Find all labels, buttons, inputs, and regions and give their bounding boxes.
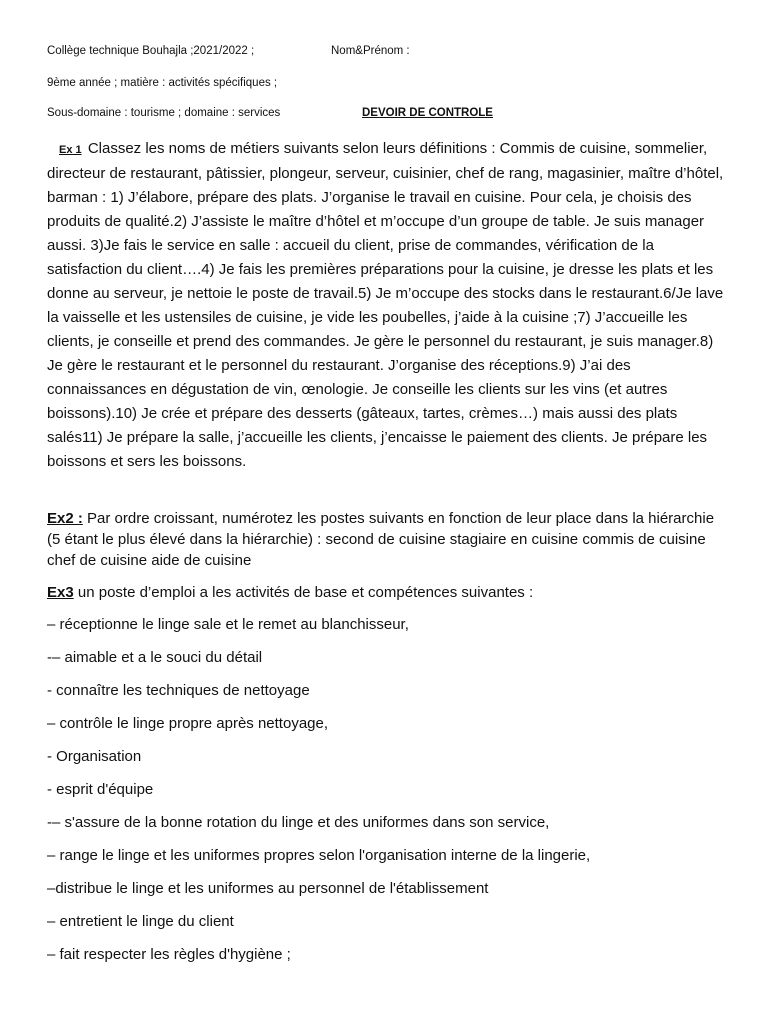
grade-line: 9ème année ; matière : activités spécifiques ; — [47, 77, 278, 89]
list-item: – fait respecter les règles d'hygiène ; — [47, 946, 291, 963]
list-item: -– s'assure de la bonne rotation du linge et des uniformes dans son service, — [47, 814, 550, 831]
exercise-1 — [47, 137, 727, 474]
exercise-3-label: Ex3 — [47, 584, 74, 601]
exercise-2 — [47, 508, 727, 571]
list-item: – réceptionne le linge sale et le remet au blanchisseur, — [47, 616, 409, 633]
list-item: - connaître les techniques de nettoyage — [47, 682, 310, 699]
exercise-2-text: Par ordre croissant, numérotez les postes suivants en fonction de leur place dans la hiérarchie (5 étant le plus élevé dans la hiérarchie) : second de cuisine stagiaire en cuisine commis de cuisine chef de cuisine aide de cuisine — [47, 510, 715, 569]
list-item: – entretient le linge du client — [47, 913, 234, 930]
page-title: DEVOIR DE CONTROLE — [362, 107, 493, 119]
exercise-1-label: Ex 1 — [59, 144, 82, 156]
list-item: – range le linge et les uniformes propres selon l'organisation interne de la lingerie, — [47, 847, 591, 864]
list-item: -– aimable et a le souci du détail — [47, 649, 263, 666]
name-label: Nom&Prénom : — [331, 45, 410, 57]
activity-list — [47, 614, 747, 977]
subdomain-line: Sous-domaine : tourisme ; domaine : services — [47, 107, 281, 119]
school-line: Collège technique Bouhajla ;2021/2022 ; — [47, 45, 255, 57]
list-item: –distribue le linge et les uniformes au personnel de l'établissement — [47, 880, 489, 897]
exercise-1-text: Classez les noms de métiers suivants selon leurs définitions : Commis de cuisine, sommelier, directeur de restaurant, pâtissier, plongeur, serveur, cuisinier, chef de rang, magasinier, maître d’hôtel, barman : 1) J’élabore, prépare des plats. J’organise le travail en cuisine. Pour cela, je choisis des produits de qualité.2) J’assiste le maître d’hôtel et m’occupe d’un groupe de table. Je suis manager aussi. 3)Je fais le service en salle : accueil du client, prise de commandes, vérification de la satisfaction du client….4) Je fais les premières préparations pour la cuisine, je dresse les plats et les donne au serveur, je nettoie le poste de travail.5) Je m’occupe des stocks dans le restaurant.6/Je lave la vaisselle et les ustensiles de cuisine, je vide les poubelles, j’aide à la cuisine ;7) J’accueille les clients, je conseille et prend des commandes. Je gère le personnel du restaurant, je suis manager.8) Je gère le restaurant et le personnel du restaurant. J’organise des réceptions.9) J’ai des connaissances en dégustation de vin, œnologie. Je conseille les clients sur les vins (et autres boissons).10) Je crée et prépare des desserts (gâteaux, tartes, crèmes…) mais aussi des plats salés11) Je prépare la salle, j’accueille les clients, j’encaisse le paiement des clients. Je prépare les boissons et sers les boissons. — [47, 140, 724, 470]
exercise-2-label: Ex2 : — [47, 510, 83, 527]
list-item: - Organisation — [47, 748, 142, 765]
exercise-3 — [47, 581, 727, 605]
list-item: - esprit d'équipe — [47, 781, 154, 798]
list-item: – contrôle le linge propre après nettoyage, — [47, 715, 329, 732]
exercise-3-text: un poste d’emploi a les activités de base et compétences suivantes : — [77, 584, 534, 601]
